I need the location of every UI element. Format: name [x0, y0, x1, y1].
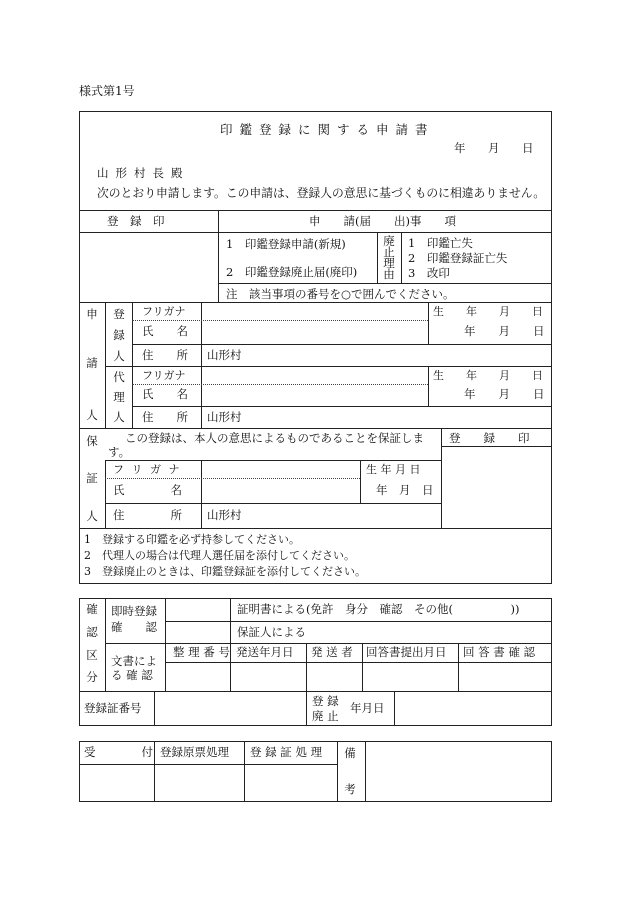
- reason-change-seal[interactable]: 3 改印: [408, 266, 450, 280]
- application-note: 注 該当事項の番号を○で囲んでください。: [226, 287, 455, 301]
- applicant-label-2: 請: [86, 356, 98, 370]
- reception-label: 受 付: [84, 745, 153, 759]
- reason-label-1: 廃: [383, 234, 395, 248]
- reason-label-2: 止: [383, 245, 395, 259]
- note-1: 1 登録する印鑑を必ず持参してください。: [84, 533, 300, 546]
- intro-text: 次のとおり申請します。この申請は、登録人の意思に基づくものに相違ありません。: [97, 186, 546, 200]
- date-day: 日: [522, 141, 534, 155]
- document-confirm-2: る 確 認: [111, 668, 153, 682]
- seal-header: 登 録 印: [107, 214, 165, 228]
- agent-label-3: 人: [113, 410, 125, 424]
- confirm-label-2: 認: [86, 625, 98, 639]
- cert-process-label: 登 録 証 処 理: [250, 745, 323, 759]
- form-number: 様式第1号: [79, 84, 135, 98]
- confirm-label-3: 区: [86, 648, 98, 662]
- registrant-name-label: 氏 名: [142, 324, 188, 338]
- reason-label-4: 由: [383, 267, 395, 281]
- col-sender: 発 送 者: [311, 645, 353, 659]
- applicant-label-1: 申: [86, 307, 98, 321]
- registrant-label-2: 録: [113, 328, 125, 342]
- form-title: 印鑑登録に関する申請書: [220, 122, 435, 137]
- guarantor-birth-label: 生 年 月 日: [366, 463, 421, 476]
- note-3: 3 登録廃止のときは、印鑑登録証を添付してください。: [84, 565, 366, 578]
- abolish-date-label: 年月日: [350, 701, 385, 715]
- date-year: 年: [454, 141, 466, 155]
- agent-address-label: 住 所: [142, 410, 188, 424]
- date-month: 月: [488, 141, 500, 155]
- registrant-address-label: 住 所: [142, 348, 188, 362]
- col-serial-number: 整 理 番 号: [173, 645, 230, 659]
- remarks-label-1: 備: [344, 746, 356, 760]
- registrant-birth-date[interactable]: 年 月 日: [464, 324, 545, 338]
- confirm-label-1: 確: [86, 602, 98, 616]
- reason-lost-certificate[interactable]: 2 印鑑登録証亡失: [408, 251, 508, 265]
- col-send-date: 発送年月日: [236, 645, 294, 659]
- abolish-label-2: 廃 止: [312, 709, 339, 723]
- registrant-label-3: 人: [113, 349, 125, 363]
- guarantor-birth-date[interactable]: 年 月 日: [376, 483, 434, 497]
- registrant-birth-label: 生 年 月 日: [433, 305, 543, 318]
- reason-lost-seal[interactable]: 1 印鑑亡失: [408, 236, 473, 250]
- note-2: 2 代理人の場合は代理人選任届を添付してください。: [84, 549, 355, 562]
- registrant-label-1: 登: [113, 307, 125, 321]
- guarantor-confirm[interactable]: 保証人による: [237, 625, 306, 639]
- agent-label-2: 理: [113, 390, 125, 404]
- document-confirm-1: 文書によ: [111, 654, 157, 668]
- guarantor-name-label: 氏 名: [113, 483, 182, 497]
- guarantor-label-2: 証: [86, 471, 98, 485]
- registrant-address-value[interactable]: 山形村: [207, 348, 242, 362]
- item-new-registration[interactable]: 1 印鑑登録申請(新規): [226, 237, 346, 251]
- item-abolish[interactable]: 2 印鑑登録廃止届(廃印): [226, 265, 358, 279]
- col-reply-date: 回答書提出月日: [366, 645, 447, 659]
- certificate-confirm[interactable]: 証明書による(免許 身分 確認 その他( )): [237, 602, 520, 616]
- immediate-label-2: 確 認: [111, 620, 157, 634]
- cert-number-label: 登録証番号: [84, 701, 142, 715]
- reason-label-3: 理: [383, 256, 395, 270]
- guarantor-furigana-label: フ リ ガ ナ: [113, 463, 182, 476]
- agent-label-1: 代: [113, 370, 125, 384]
- guarantor-statement-line2: す。: [108, 445, 131, 459]
- agent-address-value[interactable]: 山形村: [207, 410, 242, 424]
- applicant-label-3: 人: [86, 408, 98, 422]
- agent-birth-date[interactable]: 年 月 日: [464, 387, 545, 401]
- addressee: 山形村長殿: [97, 166, 190, 180]
- col-reply-confirm: 回 答 書 確 認: [463, 645, 536, 659]
- remarks-label-2: 考: [344, 782, 356, 796]
- confirm-label-4: 分: [86, 670, 98, 684]
- abolish-label-1: 登 録: [312, 694, 339, 708]
- agent-furigana-label: フリガナ: [142, 369, 186, 382]
- registrant-furigana-label: フリガナ: [142, 305, 186, 318]
- agent-birth-label: 生 年 月 日: [433, 369, 543, 382]
- register-process-label: 登録原票処理: [160, 745, 229, 759]
- agent-name-label: 氏 名: [142, 387, 188, 401]
- application-header: 申 請(届 出)事 項: [309, 214, 456, 228]
- guarantor-statement-line1: この登録は、本人の意思によるものであることを保証しま: [125, 431, 424, 445]
- guarantor-address-value[interactable]: 山形村: [207, 508, 242, 522]
- guarantor-label-1: 保: [86, 434, 98, 448]
- guarantor-address-label: 住 所: [113, 508, 182, 522]
- guarantor-seal-label: 登 録 印: [449, 431, 530, 445]
- immediate-label: 即時登録: [111, 604, 157, 618]
- guarantor-label-3: 人: [86, 509, 98, 523]
